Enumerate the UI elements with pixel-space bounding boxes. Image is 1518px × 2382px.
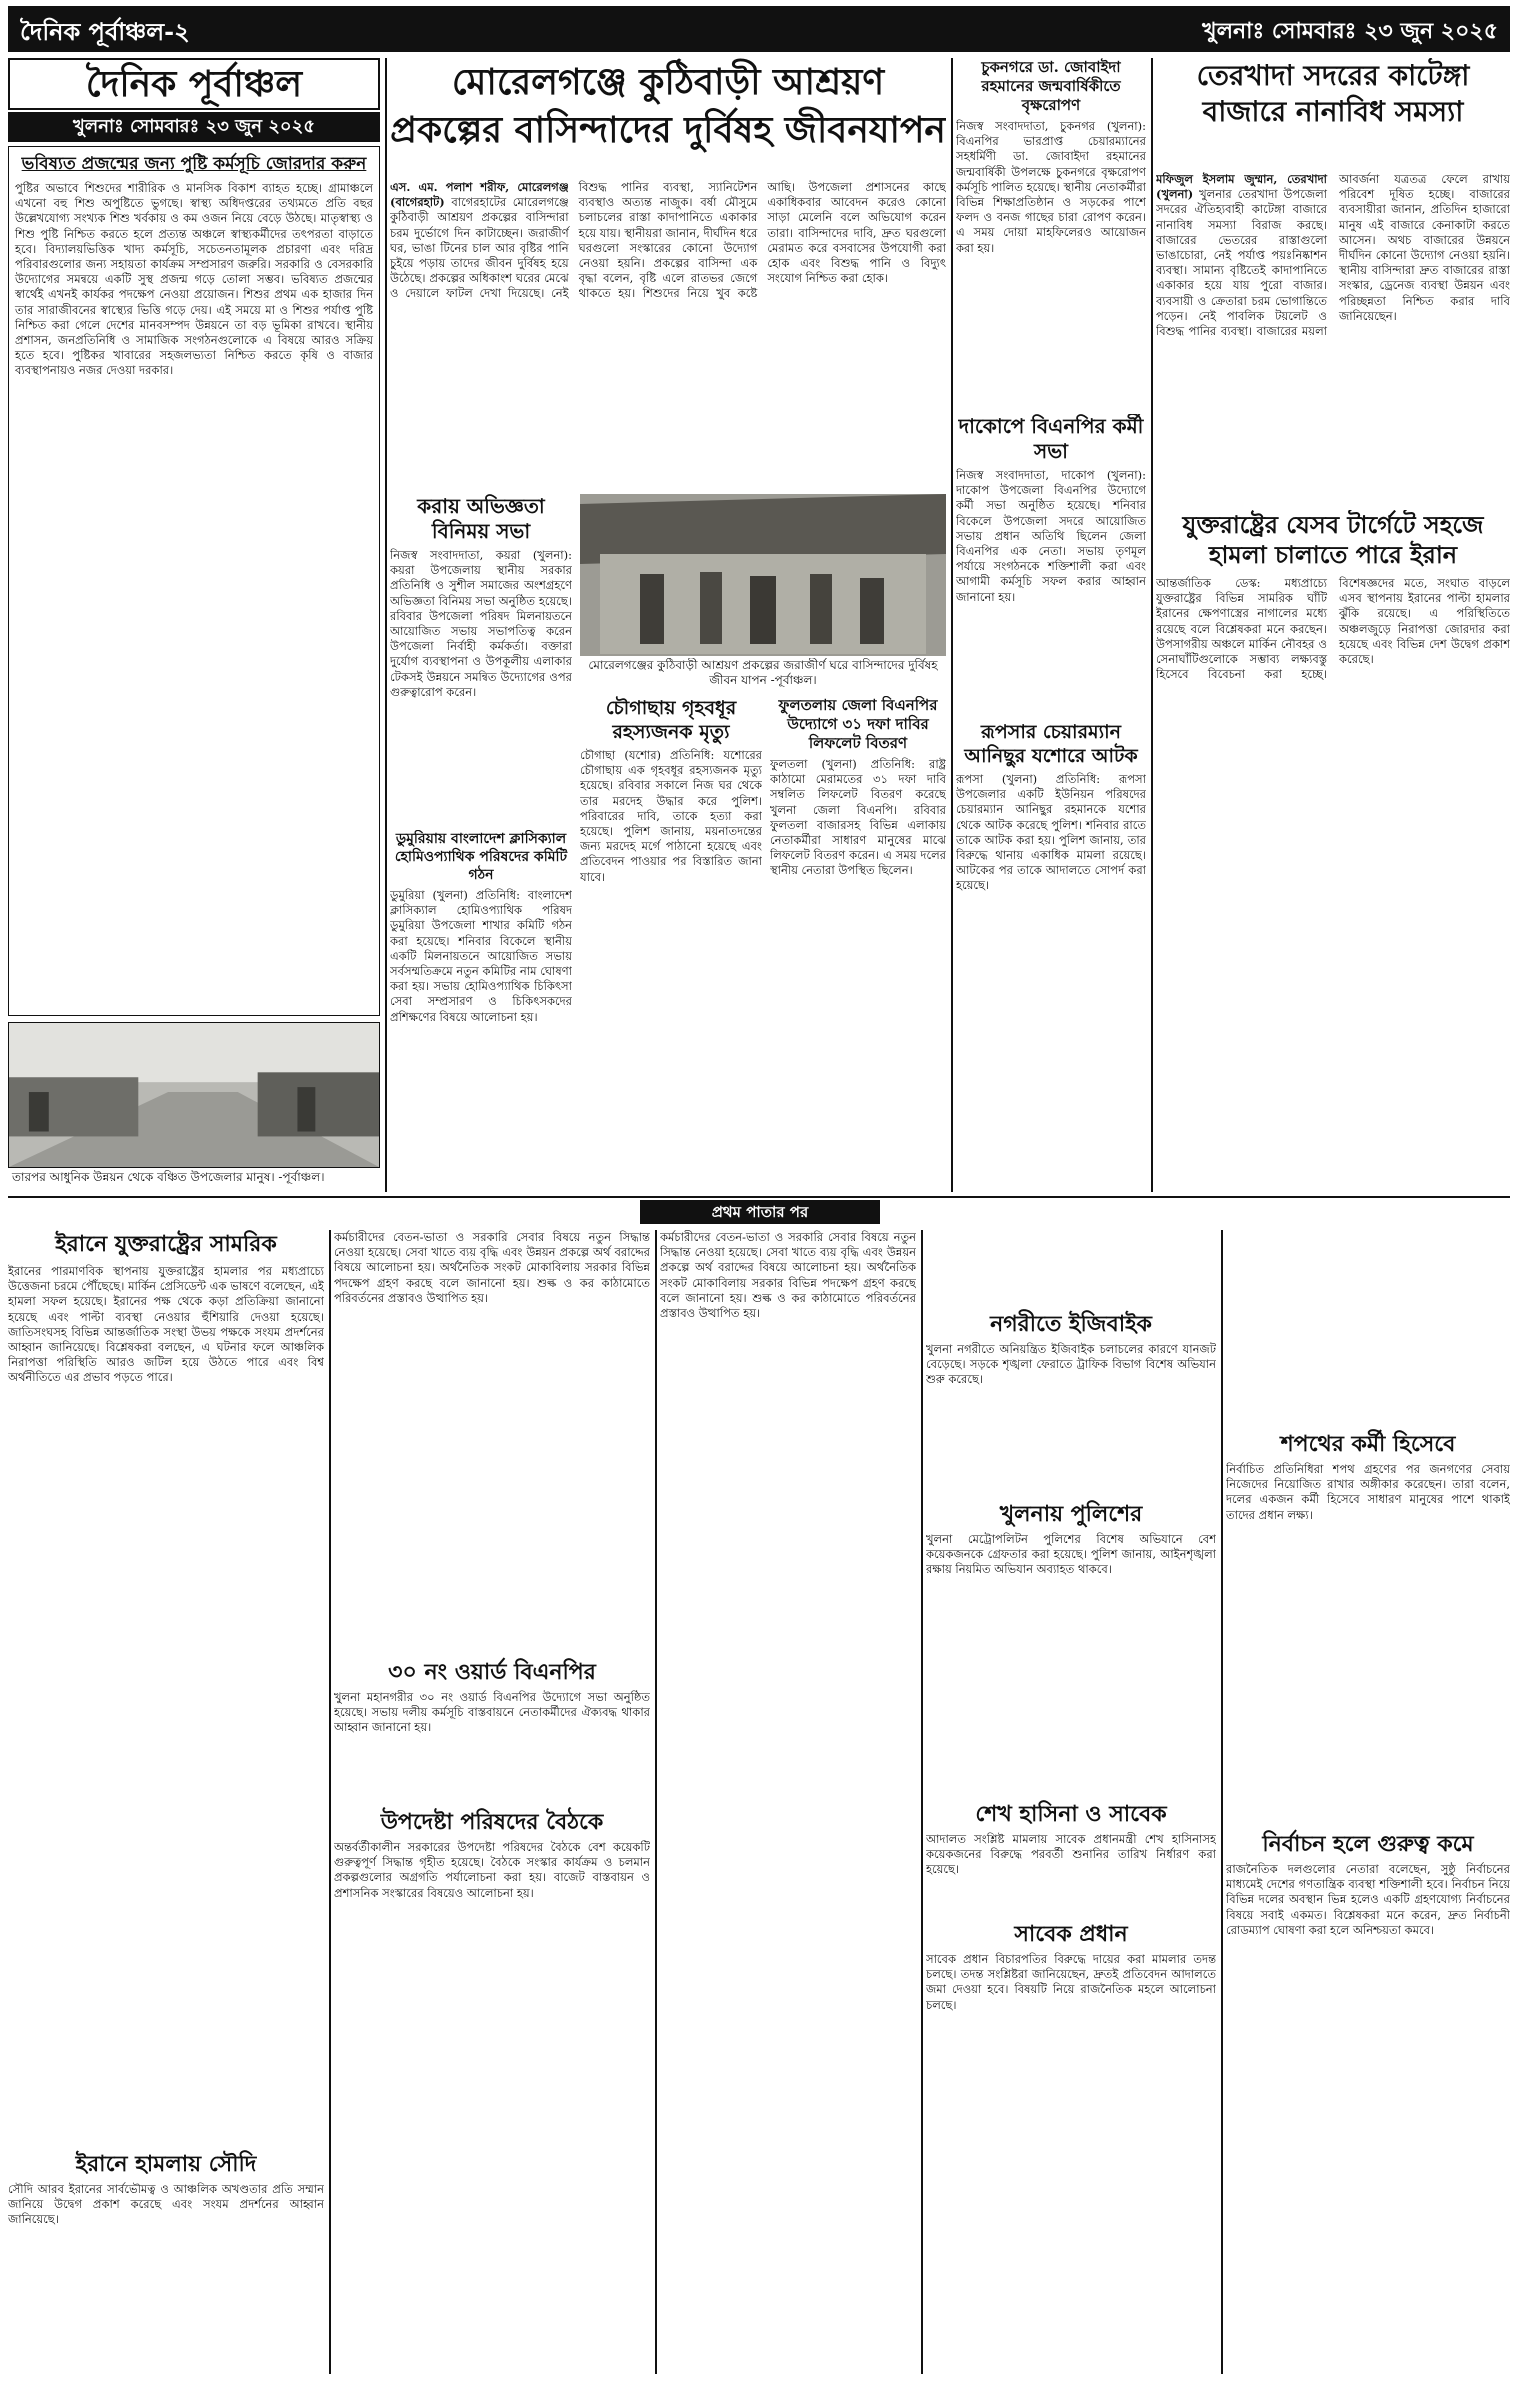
zobaida-body: নিজস্ব সংবাদদাতা, চুকনগর (খুলনা): বিএনপির ভারপ্রাপ্ত চেয়ারম্যানের সহধর্মিণী ডা. জোবাইদা রহমানের জন্মবার্ষিকী উপলক্ষে চুকনগরে বৃক্ষরোপণ কর্মসূচি পালিত হয়েছে। স্থানীয় নেতাকর্মীরা বিভিন্ন শিক্ষাপ্রতিষ্ঠান ও সড়কের পাশে ফলদ ও বনজ গাছের চারা রোপণ করেন। এ সময় দোয়া মাহফিলেরও আয়োজন করা হয়। xyxy=(956,119,1146,255)
election-title: নির্বাচন হলে গুরুত্ব কমে xyxy=(1262,1831,1474,1857)
column-rule xyxy=(1151,58,1153,1192)
khulna-police-title: খুলনায় পুলিশের xyxy=(999,1501,1143,1527)
homeopathy-title: ডুমুরিয়ায় বাংলাদেশ ক্লাসিক্যাল হোমিওপ্যাথিক পরিষদের কমিটি গঠন xyxy=(394,831,568,883)
dakop-article xyxy=(956,414,1146,714)
lead-photo-caption: মোরেলগঞ্জের কুঠিবাড়ী আশ্রয়ণ প্রকল্পের জরাজীর্ণ ঘরে বাসিন্দাদের দুর্বিষহ জীবন যাপন -পূর্বাঞ্চল। xyxy=(588,658,938,687)
advisory-body: অন্তর্বর্তীকালীন সরকারের উপদেষ্টা পরিষদের বৈঠকে বেশ কয়েকটি গুরুত্বপূর্ণ সিদ্ধান্ত গৃহীত হয়েছে। বৈঠকে সংস্কার কার্যক্রম ও চলমান প্রকল্পগুলোর অগ্রগতি পর্যালোচনা করা হয়। বাজেট বাস্তবায়ন ও প্রশাসনিক সংস্কারের বিষয়েও আলোচনা হয়। xyxy=(334,1840,650,1900)
sheikh-hasina-body: আদালত সংশ্লিষ্ট মামলায় সাবেক প্রধানমন্ত্রী শেখ হাসিনাসহ কয়েকজনের বিরুদ্ধে পরবর্তী শুনানির তারিখ নির্ধারণ করা হয়েছে। xyxy=(926,1832,1216,1877)
former-chief-body: সাবেক প্রধান বিচারপতির বিরুদ্ধে দায়ের করা মামলার তদন্ত চলছে। তদন্ত সংশ্লিষ্টরা জানিয়েছেন, দ্রুতই প্রতিবেদন আদালতে জমা দেওয়া হবে। বিষয়টি নিয়ে রাজনৈতিক মহলে আলোচনা চলছে। xyxy=(926,1952,1216,2012)
koyra-title: করায় অভিজ্ঞতা বিনিময় সভা xyxy=(417,494,545,543)
bottom-col-b-top-body: কর্মচারীদের বেতন-ভাতা ও সরকারি সেবার বিষয়ে নতুন সিদ্ধান্ত নেওয়া হয়েছে। সেবা খাতে ব্যয় বৃদ্ধি এবং উন্নয়ন প্রকল্পে অর্থ বরাদ্দের বিষয়ে আলোচনা হয়। অর্থনৈতিক সংকট মোকাবিলায় সরকার বিভিন্ন পদক্ষেপ গ্রহণ করছে বলে জানানো হয়। শুল্ক ও কর কাঠামোতে পরিবর্তনের প্রস্তাবও উত্থাপিত হয়। xyxy=(334,1230,650,1305)
bottom-col-d xyxy=(926,1230,1216,2370)
former-chief-title: সাবেক প্রধান xyxy=(1014,1921,1128,1947)
homeopathy-article xyxy=(390,830,572,1190)
dakop-title: দাকোপে বিএনপির কর্মী সভা xyxy=(958,414,1144,463)
chougachha-body: চৌগাছা (যশোর) প্রতিনিধি: যশোরের চৌগাছায় এক গৃহবধূর রহস্যজনক মৃত্যু হয়েছে। রবিবার সকালে নিজ ঘর থেকে তার মরদেহ উদ্ধার করে পুলিশ। পরিবারের দাবি, তাকে হত্যা করা হয়েছে। পুলিশ জানায়, ময়নাতদন্তের জন্য মরদেহ মর্গে পাঠানো হয়েছে এবং প্রতিবেদন পাওয়ার পর বিস্তারিত জানা যাবে। xyxy=(580,748,762,884)
editorial-title: ভবিষ্যত প্রজন্মের জন্য পুষ্টি কর্মসূচি জোরদার করুন xyxy=(21,154,367,174)
chougachha-title: চৌগাছায় গৃহবধূর রহস্যজনক মৃত্যু xyxy=(605,697,737,743)
editorial-article xyxy=(8,146,380,1016)
election-body: রাজনৈতিক দলগুলোর নেতারা বলেছেন, সুষ্ঠু নির্বাচনের মাধ্যমেই দেশের গণতান্ত্রিক ব্যবস্থা শক্তিশালী হবে। নির্বাচন নিয়ে বিভিন্ন দলের অবস্থান ভিন্ন হলেও একটি গ্রহণযোগ্য নির্বাচনের বিষয়ে সবাই একমত। বিশ্লেষকরা মনে করেন, দ্রুত নির্বাচনী রোডম্যাপ ঘোষণা করা হলে অনিশ্চয়তা কমবে। xyxy=(1226,1862,1510,1937)
column-rule xyxy=(655,1230,657,2374)
us-iran-targets-body: আন্তর্জাতিক ডেস্ক: মধ্যপ্রাচ্যে যুক্তরাষ্ট্রের বিভিন্ন সামরিক ঘাঁটি ইরানের ক্ষেপণাস্ত্রের নাগালের মধ্যে রয়েছে বলে বিশ্লেষকরা মনে করছেন। উপসাগরীয় অঞ্চলে মার্কিন নৌবহর ও সেনাঘাঁটিগুলোকে সম্ভাব্য লক্ষ্যবস্তু হিসেবে বিবেচনা করা হচ্ছে। বিশেষজ্ঞদের মতে, সংঘাত বাড়লে এসব স্থাপনায় ইরানের পাল্টা হামলার ঝুঁকি রয়েছে। এ পরিস্থিতিতে অঞ্চলজুড়ে নিরাপত্তা জোরদার করা হয়েছে এবং বিভিন্ন দেশ উদ্বেগ প্রকাশ করেছে। xyxy=(1156,576,1510,682)
lead-headline-box xyxy=(390,58,946,174)
sheikh-hasina-title: শেখ হাসিনা ও সাবেক xyxy=(975,1801,1167,1827)
lead-photo xyxy=(580,494,946,656)
homeopathy-body: ডুমুরিয়া (খুলনা) প্রতিনিধি: বাংলাদেশ ক্লাসিক্যাল হোমিওপ্যাথিক পরিষদ ডুমুরিয়া উপজেলা শাখার কমিটি গঠন করা হয়েছে। শনিবার বিকেলে স্থানীয় একটি মিলনায়তনে আয়োজিত সভায় সর্বসম্মতিক্রমে নতুন কমিটির নাম ঘোষণা করা হয়। সভায় হোমিওপ্যাথিক চিকিৎসা সেবা সম্প্রসারণ ও চিকিৎসকদের প্রশিক্ষণের বিষয়ে আলোচনা হয়। xyxy=(390,888,572,1024)
date-label: খুলনাঃ সোমবারঃ ২৩ জুন ২০২৫ xyxy=(1202,18,1498,44)
ward-bnp-body: খুলনা মহানগরীর ৩০ নং ওয়ার্ড বিএনপির উদ্যোগে সভা অনুষ্ঠিত হয়েছে। সভায় দলীয় কর্মসূচি বাস্তবায়নে নেতাকর্মীদের ঐক্যবদ্ধ থাকার আহ্বান জানানো হয়। xyxy=(334,1690,650,1735)
editorial-photo xyxy=(8,1022,380,1168)
koyra-body: নিজস্ব সংবাদদাতা, কয়রা (খুলনা): কয়রা উপজেলায় স্থানীয় সরকার প্রতিনিধি ও সুশীল সমাজের অংশগ্রহণে অভিজ্ঞতা বিনিময় সভা অনুষ্ঠিত হয়েছে। রবিবার উপজেলা পরিষদ মিলনায়তনে আয়োজিত সভায় সভাপতিত্ব করেন উপজেলা নির্বাহী কর্মকর্তা। বক্তারা দুর্যোগ ব্যবস্থাপনা ও উপকূলীয় এলাকার টেকসই উন্নয়নে সমন্বিত উদ্যোগের ওপর গুরুত্বারোপ করেন। xyxy=(390,548,572,699)
ward-bnp-title: ৩০ নং ওয়ার্ড বিএনপির xyxy=(388,1659,596,1685)
terkhada-body-text: খুলনার তেরখাদা উপজেলা সদরের ঐতিহ্যবাহী কাটেঙ্গা বাজারে নানাবিধ সমস্যা বিরাজ করছে। বাজারের ভেতরের রাস্তাগুলো ভাঙাচোরা, নেই পর্যাপ্ত পয়ঃনিষ্কাশন ব্যবস্থা। সামান্য বৃষ্টিতেই কাদাপানিতে একাকার হয়ে যায় পুরো বাজার। ব্যবসায়ী ও ক্রেতারা চরম ভোগান্তিতে পড়েন। নেই পাবলিক টয়লেট ও বিশুদ্ধ পানির ব্যবস্থা। বাজারের ময়লা আবর্জনা যত্রতত্র ফেলে রাখায় পরিবেশ দূষিত হচ্ছে। বাজারের ব্যবসায়ীরা জানান, প্রতিদিন হাজারো মানুষ এই বাজারে কেনাকাটা করতে আসেন। অথচ বাজারের উন্নয়নে দীর্ঘদিন কোনো উদ্যোগ নেওয়া হয়নি। স্থানীয় বাসিন্দারা দ্রুত বাজারের রাস্তা সংস্কার, ড্রেনেজ ব্যবস্থা উন্নয়ন এবং পরিচ্ছন্নতা নিশ্চিত করার দাবি জানিয়েছেন। xyxy=(1156,172,1510,339)
fultala-body: ফুলতলা (খুলনা) প্রতিনিধি: রাষ্ট্র কাঠামো মেরামতের ৩১ দফা দাবি সম্বলিত লিফলেট বিতরণ করেছে খুলনা জেলা বিএনপি। রবিবার ফুলতলা বাজারসহ বিভিন্ন এলাকায় নেতাকর্মীরা সাধারণ মানুষের মাঝে লিফলেট বিতরণ করেন। এ সময় দলের স্থানীয় নেতারা উপস্থিত ছিলেন। xyxy=(770,757,946,878)
rupsha-title: রূপসার চেয়ারম্যান আনিছুর যশোরে আটক xyxy=(964,721,1138,767)
dakop-body: নিজস্ব সংবাদদাতা, দাকোপ (খুলনা): দাকোপ উপজেলা বিএনপির উদ্যোগে কর্মী সভা অনুষ্ঠিত হয়েছে। শনিবার বিকেলে উপজেলা সদরে আয়োজিত সভায় প্রধান অতিথি ছিলেন জেলা বিএনপির এক নেতা। সভায় তৃণমূল পর্যায়ে সংগঠনকে শক্তিশালী করা এবং আগামী কর্মসূচি সফল করার আহ্বান জানানো হয়। xyxy=(956,468,1146,604)
bottom-col-b xyxy=(334,1230,650,2370)
zobaida-article xyxy=(956,58,1146,408)
page-label: দৈনিক পূর্বাঞ্চল-২ xyxy=(20,17,190,46)
editorial-photo-caption: তারপর আধুনিক উন্নয়ন থেকে বঞ্চিত উপজেলার মানুষ। -পূর্বাঞ্চল। xyxy=(12,1170,325,1184)
fultala-article xyxy=(770,696,946,996)
column-rule xyxy=(951,58,953,1192)
nagar-ezbike-title: নগরীতে ইজিবাইক xyxy=(990,1311,1152,1337)
chougachha-article xyxy=(580,696,762,996)
terkhada-byline: মফিজুল ইসলাম জুম্মান, তেরখাদা (খুলনা) xyxy=(1156,172,1327,202)
nagar-ezbike-body: খুলনা নগরীতে অনিয়ন্ত্রিত ইজিবাইক চলাচলের কারণে যানজট বেড়েছে। সড়কে শৃঙ্খলা ফেরাতে ট্রাফিক বিভাগ বিশেষ অভিযান শুরু করেছে। xyxy=(926,1342,1216,1387)
advisory-title: উপদেষ্টা পরিষদের বৈঠকে xyxy=(380,1809,604,1835)
section-divider xyxy=(8,1196,1510,1198)
iran-military-title: ইরানে যুক্তরাষ্ট্রের সামরিক xyxy=(55,1231,277,1257)
us-iran-targets-title: যুক্তরাষ্ট্রের যেসব টার্গেটে সহজে হামলা চালাতে পারে ইরান xyxy=(1182,510,1484,569)
bottom-col-c xyxy=(660,1230,916,2370)
terkhada-body xyxy=(1156,172,1510,502)
khulna-police-body: খুলনা মেট্রোপলিটন পুলিশের বিশেষ অভিযানে বেশ কয়েকজনকে গ্রেফতার করা হয়েছে। পুলিশ জানায়, আইনশৃঙ্খলা রক্ষায় নিয়মিত অভিযান অব্যাহত থাকবে। xyxy=(926,1532,1216,1577)
lead-body xyxy=(390,180,946,490)
column-rule xyxy=(921,1230,923,2374)
terkhada-title: তেরখাদা সদরের কাটেঙ্গা বাজারে নানাবিধ সমস্যা xyxy=(1196,59,1470,128)
lead-body-text: বাগেরহাটের মোরেলগঞ্জে কুঠিবাড়ী আশ্রয়ণ প্রকল্পের বাসিন্দারা চরম দুর্ভোগে দিন কাটাচ্ছেন। জরাজীর্ণ ঘর, ভাঙা টিনের চাল আর বৃষ্টির পানি চুইয়ে পড়ায় তাদের জীবন দুর্বিষহ হয়ে উঠেছে। প্রকল্পের অধিকাংশ ঘরের মেঝে ও দেয়ালে ফাটল দেখা দিয়েছে। নেই বিশুদ্ধ পানির ব্যবস্থা, স্যানিটেশন ব্যবস্থাও অত্যন্ত নাজুক। বর্ষা মৌসুমে চলাচলের রাস্তা কাদাপানিতে একাকার হয়ে যায়। স্থানীয়রা জানান, দীর্ঘদিন ধরে ঘরগুলো সংস্কারের কোনো উদ্যোগ নেওয়া হয়নি। প্রকল্পের বাসিন্দা এক বৃদ্ধা বলেন, বৃষ্টি এলে রাতভর জেগে থাকতে হয়। শিশুদের নিয়ে খুব কষ্টে আছি। উপজেলা প্রশাসনের কাছে একাধিকবার আবেদন করেও কোনো সাড়া মেলেনি বলে অভিযোগ করেন তারা। বাসিন্দাদের দাবি, দ্রুত ঘরগুলো মেরামত করে বসবাসের উপযোগী করা হোক এবং বিশুদ্ধ পানি ও বিদ্যুৎ সংযোগ নিশ্চিত করা হোক। xyxy=(390,180,946,301)
oath-body: নির্বাচিত প্রতিনিধিরা শপথ গ্রহণের পর জনগণের সেবায় নিজেদের নিয়োজিত রাখার অঙ্গীকার করেছেন। তারা বলেন, দলের একজন কর্মী হিসেবে সাধারণ মানুষের পাশে থাকাই তাদের প্রধান লক্ষ্য। xyxy=(1226,1462,1510,1522)
top-bar xyxy=(8,6,1510,52)
iran-saudi-title: ইরানে হামলায় সৌদি xyxy=(75,2151,257,2177)
column-rule xyxy=(385,58,387,1192)
fultala-title: ফুলতলায় জেলা বিএনপির উদ্যোগে ৩১ দফা দাবির লিফলেট বিতরণ xyxy=(778,696,938,752)
oath-title: শপথের কর্মী হিসেবে xyxy=(1280,1431,1456,1457)
column-rule xyxy=(329,1230,331,2374)
continuation-label: প্রথম পাতার পর xyxy=(640,1200,880,1224)
zobaida-title: চুকনগরে ডা. জোবাইদা রহমানের জন্মবার্ষিকীতে বৃক্ষরোপণ xyxy=(981,58,1121,114)
column-rule xyxy=(1221,1230,1223,2374)
bottom-col-c-body: কর্মচারীদের বেতন-ভাতা ও সরকারি সেবার বিষয়ে নতুন সিদ্ধান্ত নেওয়া হয়েছে। সেবা খাতে ব্যয় বৃদ্ধি এবং উন্নয়ন প্রকল্পে অর্থ বরাদ্দের বিষয়ে আলোচনা হয়। অর্থনৈতিক সংকট মোকাবিলায় সরকার বিভিন্ন পদক্ষেপ গ্রহণ করছে বলে জানানো হয়। শুল্ক ও কর কাঠামোতে পরিবর্তনের প্রস্তাবও উত্থাপিত হয়। xyxy=(660,1230,916,1321)
iran-military-body: ইরানের পারমাণবিক স্থাপনায় যুক্তরাষ্ট্রের হামলার পর মধ্যপ্রাচ্যে উত্তেজনা চরমে পৌঁছেছে। মার্কিন প্রেসিডেন্ট এক ভাষণে বলেছেন, এই হামলা সফল হয়েছে। ইরানের পক্ষ থেকে কড়া প্রতিক্রিয়া জানানো হয়েছে এবং পাল্টা ব্যবস্থা নেওয়ার হুঁশিয়ারি দেওয়া হয়েছে। জাতিসংঘসহ বিভিন্ন আন্তর্জাতিক সংস্থা উভয় পক্ষকে সংযম প্রদর্শনের আহ্বান জানিয়েছে। বিশ্লেষকরা বলছেন, এ ঘটনার ফলে আঞ্চলিক নিরাপত্তা পরিস্থিতি আরও জটিল হয়ে উঠতে পারে এবং বিশ্ব অর্থনীতিতে এর প্রভাব পড়তে পারে। xyxy=(8,1264,324,1385)
terkhada-headline-box xyxy=(1156,58,1510,168)
masthead-date: খুলনাঃ সোমবারঃ ২৩ জুন ২০২৫ xyxy=(8,112,380,142)
iran-military-article xyxy=(8,1230,324,2370)
iran-saudi-body: সৌদি আরব ইরানের সার্বভৌমত্ব ও আঞ্চলিক অখণ্ডতার প্রতি সম্মান জানিয়ে উদ্বেগ প্রকাশ করেছে এবং সংযম প্রদর্শনের আহ্বান জানিয়েছে। xyxy=(8,2182,324,2227)
koyra-article xyxy=(390,494,572,824)
lead-byline: এস. এম. পলাশ শরীফ, মোরেলগঞ্জ (বাগেরহাট) xyxy=(390,180,569,210)
us-iran-targets-article xyxy=(1156,510,1510,1190)
rupsha-article xyxy=(956,720,1146,1190)
bottom-col-e xyxy=(1226,1230,1510,2370)
editorial-body: পুষ্টির অভাবে শিশুদের শারীরিক ও মানসিক বিকাশ ব্যাহত হচ্ছে। গ্রামাঞ্চলে এখনো বহু শিশু অপুষ্টিতে ভুগছে। স্বাস্থ্য অধিদপ্তরের তথ্যমতে প্রতি বছর উল্লেখযোগ্য সংখ্যক শিশু খর্বকায় ও কম ওজন নিয়ে বেড়ে উঠছে। মাতৃস্বাস্থ্য ও শিশু পুষ্টি নিশ্চিত করতে হলে প্রত্যন্ত অঞ্চলে স্বাস্থ্যকর্মীদের তৎপরতা বাড়াতে হবে। বিদ্যালয়ভিত্তিক খাদ্য কর্মসূচি, সচেতনতামূলক প্রচারণা এবং দরিদ্র পরিবারগুলোর জন্য সহায়তা কার্যক্রম সম্প্রসারণ জরুরি। সরকারি ও বেসরকারি উদ্যোগের সমন্বয়ে একটি সুস্থ প্রজন্ম গড়ে তোলা সম্ভব। ভবিষ্যত প্রজন্মের স্বার্থেই এখনই কার্যকর পদক্ষেপ নেওয়া প্রয়োজন। শিশুর প্রথম এক হাজার দিন তার সারাজীবনের স্বাস্থ্যের ভিত্তি গড়ে দেয়। এই সময়ে মা ও শিশুর পর্যাপ্ত পুষ্টি নিশ্চিত করা গেলে দেশের মানবসম্পদ উন্নয়নে তা বড় ভূমিকা রাখবে। স্থানীয় প্রশাসন, জনপ্রতিনিধি ও সামাজিক সংগঠনগুলোকে এ বিষয়ে আরও সক্রিয় হতে হবে। পুষ্টিকর খাবারের সহজলভ্যতা নিশ্চিত করতে কৃষি ও বাজার ব্যবস্থাপনায়ও নজর দেওয়া দরকার। xyxy=(15,181,373,378)
masthead-logo: দৈনিক পূর্বাঞ্চল xyxy=(8,58,380,110)
lead-title: মোরেলগঞ্জে কুঠিবাড়ী আশ্রয়ণ প্রকল্পের বাসিন্দাদের দুর্বিষহ জীবনযাপন xyxy=(390,61,946,151)
rupsha-body: রূপসা (খুলনা) প্রতিনিধি: রূপসা উপজেলার একটি ইউনিয়ন পরিষদের চেয়ারম্যান আনিছুর রহমানকে যশোর থেকে আটক করেছে পুলিশ। শনিবার রাতে তাকে আটক করা হয়। পুলিশ জানায়, তার বিরুদ্ধে থানায় একাধিক মামলা রয়েছে। আটকের পর তাকে আদালতে সোপর্দ করা হয়েছে। xyxy=(956,772,1146,893)
